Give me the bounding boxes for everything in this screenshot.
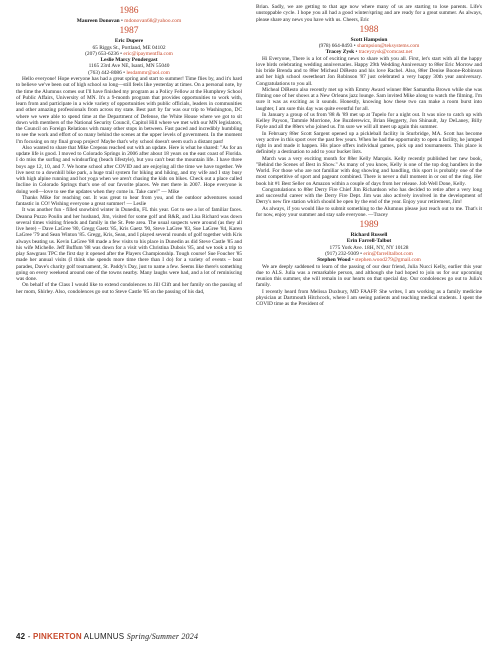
class-note-paragraph: March was a very exciting month for 88er Kelly Marquis. Kelly recently published her new book, "Behind the Scenes of Best in Show." As many of you know, Kelly is one of the top dog handlers in the World. For those who are not familiar with dog showing and handling, this sport is probably one of the most competitive of sport and pageant combined. There is never a dull moment in or out of the ring. Her book hit #1 Best Seller on Amazon within a couple of days from her release. Job Well Done, Kelly. [256,155,482,187]
separator: • [350,257,356,264]
issue-label: Spring/Summer 2024 [126,632,199,641]
correspondent-name: Eric Dupere [114,38,144,45]
class-correspondent-1986 [16,18,242,24]
separator: • [352,43,357,50]
right-column [256,4,482,307]
correspondent-address: 1165 23rd Ave NE, Isanti, MN 55040 [88,63,170,70]
correspondent-name: Tracey Zysk [325,49,355,56]
class-correspondents-1987 [16,38,242,76]
class-note-paragraph: As always, if you would like to submit something to the Alumnus please just reach out to me. That's it for now, enjoy your summer and stay safe everyone. —Tracey [256,205,482,218]
class-note-paragraph: In January a group of us from '88 & '89 met up at Tupelo for a night out. It was nice to catch up with Kelley Payson, Tammie Morrione, Joe Buzderewicz, Brian Heggerty, Jon Shinault, Jay DeLaney, Billy Fayle and all the 88ers who joined us. I'm sure we will all meet up again this summer. [256,111,482,131]
class-note-paragraph: On behalf of the Class I would like to extend condolences to Jill Clift and her family on the passing of her mom, Shirley. Also, condolences go out to Steve Castle '85 on the passing of his dad, [16,282,242,295]
correspondent-name: Leslie Marcy Pendergast [100,57,158,64]
correspondent-phone: (763) 442-8086 [88,69,122,76]
correspondent-address: 65 Riggs St., Portland, ME 04102 [92,44,166,51]
class-note-paragraph: I recently heard from Melissa Duxbury, MD FAAFP. She writes, I am working as a family medicine physician at Dartmouth Hitchcock, where I am seeing patients and teaching medical students. I spent the COVID time as the President of [256,288,482,308]
left-column [16,4,242,295]
separator: • [354,49,359,56]
separator: - [25,632,34,641]
correspondent-email[interactable]: erin@farrelltalbot.com [363,251,413,258]
correspondent-name: Erin Farrell-Talbot [346,238,392,245]
page-footer [16,632,198,642]
class-note-paragraph: It was another fun - filled snowbird winter in Dunedin, FL this year. Got to see a lot of familiar faces. Deanna Puzzo Poulin and her husband, Jim, visited for some golf and R&R, and Lisa Richard was down several times visiting friends and family in the St. Pete area. The usual suspects were around (as they all live here) – Dave LaGree '80, Gregg Gaetz '85, Kris Gaetz '90, Steve LaGree '83, Sue LaGree '84, Karen LaGree '79 and Sean Winton '85. Gregg, Kris, Sean, and I played several rounds of golf together with Kris always beating us. Kevin LaGree '88 made a few visits to his place in Dunedin as did Steve Castle '85 and his wife Michelle. Jeff Buffum '88 was down for a visit with Christina Dubois '85, and we took a trip to play Sawgrass TPC the first day it opened after the Players Championship. Tough course! Sue Foucher '85 made her annual visits (I think she spends more time there than I do) for a variety of events – boat parades, Dave's charity golf tournament, St. Paddy's Day, just to name a few. Seems like there's something going on every weekend around one of the towns nearby. Many laughs were had, and a lot of reminiscing was done. [16,207,242,283]
correspondent-name: Stephen Wood [317,257,351,264]
correspondent-email[interactable]: lesdammr@aol.com [126,69,170,76]
class-note-paragraph: Hello everyone! Hope everyone has had a great spring and start to summer! Time flies by, and it's hard to believe we've been out of high school so long—still feels like yesterday at times. On a personal note, by the time the Alumnus comes out I'll have finished my program as a Policy Fellow at the Humphrey School of Public Affairs, University of MN. It's a 9-month program that provides opportunities to work with, learn from and participate in a wide variety of opportunities with public officials, leaders in communities and other amazing professionals from across my state. Best part by far was our trip to Washington, DC where we were able to spend time at the Department of Defense, the White House where we got to sit down with members of the National Security Council, Capitol Hill where we met with our MN legislators, the Council on Foreign Relations with many other stops in between. Fast paced and incredibly humbling to see the work and effort of so many behind the scenes at the upper levels of government. In the moment I'm focusing on my final group project! Maybe that's why school doesn't seem such a distant past! [16,76,242,145]
class-note-paragraph: Micheal DiResto also recently met up with Emmy Award winner 88er Samantha Brown while she was filming one of her shows at a New Orleans jazz lounge. Sam invited Mike along to watch the filming. I'm sure it was as exciting as it sounds. Honestly, knowing how these two can make a room burst into laughter, I am sure this day was quite eventful for all. [256,86,482,112]
class-note-paragraph: We are deeply saddened to learn of the passing of our dear friend, Julia Nucci Kelly, earlier this year due to ALS. Julia was a remarkable person, and although she had hoped to join us for our upcoming reunion this summer, she will remain in our hearts on that special day. Our condolences go out to Julia's family. [256,263,482,289]
correspondent-name: Scott Hampsion [350,36,388,43]
separator: • [121,69,127,76]
correspondent-email[interactable]: stephen.wood279@gmail.com [355,257,421,264]
class-note-paragraph: Brian. Sadly, we are getting to that age now where many of us are starting to lose parents. Life's unstoppable cycle. I hope you all had a good winter/spring and are ready for a great summer. As always, please share any news you have with us. Cheers, Eric [256,4,482,23]
class-note-paragraph: Congratulations to 88er Derry Fire Chief Jim Richardson who has decided to retire after a very long and successful career with the Derry Fire Dept. Jim was also actively involved in the development of Derry's new fire station which should be open by the end of the year. Enjoy your retirement, Jim! [256,186,482,206]
class-note-paragraph: Also wanted to share that Mike Crepeau reached out with an update. Here is what he shared: "As for an update life is good. I moved to Colorado Springs in 2006 after about 18 years on the east coast of Florida. I do miss the surfing and windsurfing (beach lifestyle), but you can't beat the mountain life. I have three boys age 12, 10, and 7. We home school after COVID and are enjoying all the time we have together. We live next to a downhill bike park, a huge trail system for biking and hiking, and my wife and I stay busy with high alpine running and hot yoga when we aren't chasing the kids on bikes. Check out a place called Incline in Colorado Springs that's one of our favorite places. We met there in 2007. Hope everyone is doing well—love to see the updates when they come in. Take care!" — Mike [16,144,242,195]
separator: • [119,18,125,24]
year-heading-1986: 1986 [119,6,139,16]
publication-name: PINKERTON [33,632,82,641]
correspondent-name: Maureen Donovan [76,18,120,24]
year-heading-1989: 1989 [359,220,379,231]
correspondent-email[interactable]: mdonovan68@yahoo.com [124,18,182,24]
correspondent-email[interactable]: shampsion@teksystems.com [356,43,420,50]
class-correspondents-1988 [256,37,482,56]
class-note-paragraph: In February 88er Scott Sargent opened up a pickleball facility in Sturbridge, MA. Scott has become very active in this sport over the past few years. When he had the opportunity to open a facility, he jumped right in and made it happen. His place offers individual games, pick up and tournaments. This place is definitely a destination to add to your bucket lists. [256,130,482,156]
correspondent-phone: (207) 653-6236 [85,50,119,57]
class-note-paragraph: Hi Everyone, There is a lot of exciting news to share with you all. First, let's start with all the happy love birds celebrating wedding anniversaries. Happy 29th Wedding Anniversary to 88er Eric Morrow and his bride Brenda and to 88er Micheal DiResto and his love Rachel. Also, 88er Denise Boone-Robinson and her high school sweetheart Jon Robinson '87 just celebrated a very happy 30th year anniversary. Congratulations to you all. [256,55,482,87]
page-number: 42 [16,632,26,641]
class-note-paragraph: Thanks Mike for reaching out. It was great to hear from you, and the outdoor adventures sound fantastic in CO! Wishing everyone a great summer! — Leslie [16,194,242,208]
correspondent-email[interactable]: eric@ipaymentfla.com [123,50,173,57]
correspondent-phone: (917) 232-9309 [325,251,359,258]
correspondent-name: Richard Russell [350,232,388,239]
year-heading-1988: 1988 [359,24,379,35]
correspondent-phone: (978) 664-8493 [318,43,353,50]
class-correspondents-1989 [256,232,482,263]
separator: • [118,50,124,57]
correspondent-address: 1775 York Ave. 18H, NY, NY 10128 [329,244,409,251]
magazine-name: ALUMNUS [83,632,125,641]
correspondent-email[interactable]: traceyzysk@comcast.net [358,49,413,56]
separator: • [358,251,364,258]
year-heading-1987: 1987 [119,26,139,37]
